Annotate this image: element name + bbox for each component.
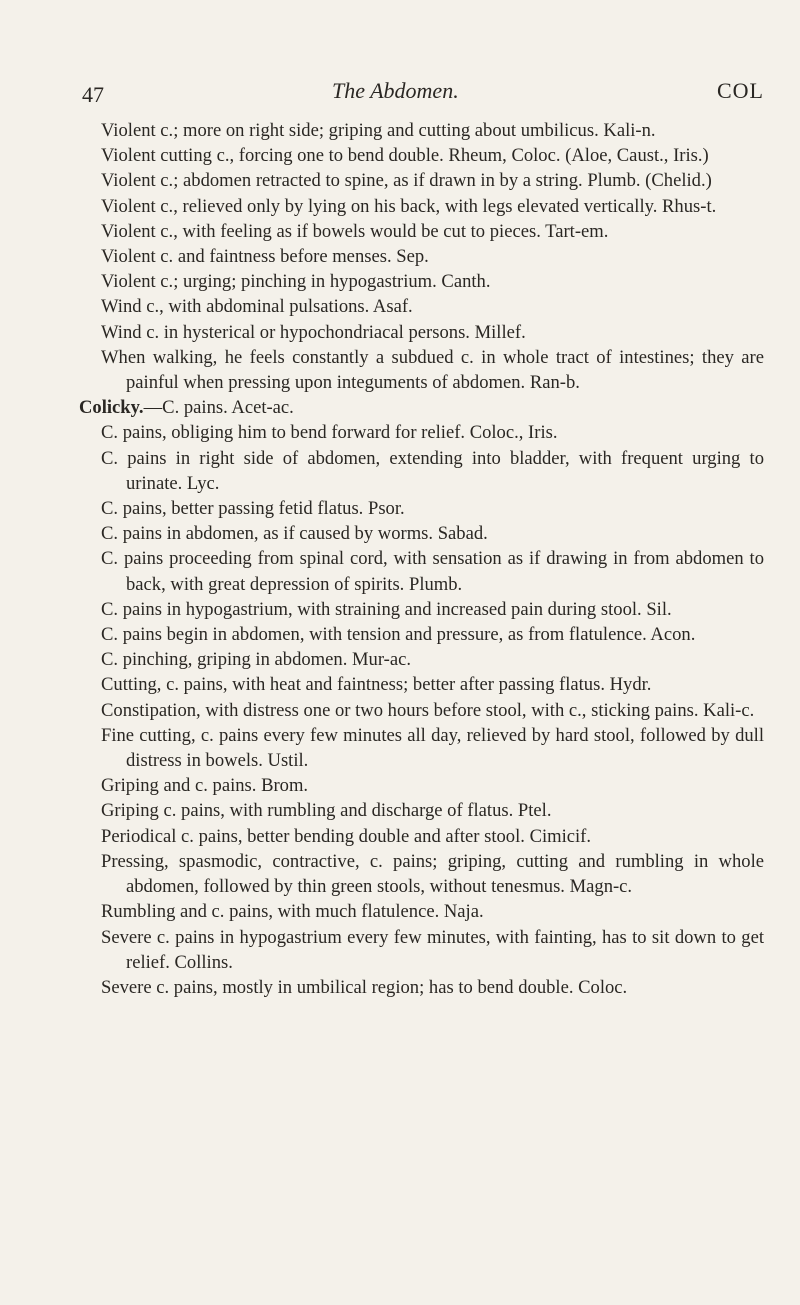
rubric-entry <box>101 168 764 193</box>
entry-text: C. pains in right side of abdomen, extending into bladder, with frequent urging to urinate. Lyc. <box>101 447 764 494</box>
entry-text: Violent c.; abdomen retracted to spine, as if drawn in by a string. Plumb. (Chelid.) <box>101 170 712 192</box>
rubric-entry <box>101 244 764 269</box>
running-title: The Abdomen. <box>332 78 459 103</box>
entry-text: Severe c. pains in hypogastrium every few minutes, with fainting, has to sit down to get relief. Collins. <box>101 926 764 973</box>
rubric-entry <box>101 698 764 723</box>
rubric-entry <box>101 824 764 849</box>
rubric-entry <box>101 320 764 345</box>
rubric-entry <box>101 849 764 899</box>
rubric-entry <box>101 647 764 672</box>
rubric-entry <box>101 219 764 244</box>
rubric-entry <box>101 773 764 798</box>
entry-text: —C. pains. Acet-ac. <box>143 397 294 419</box>
rubric-entry <box>101 899 764 924</box>
rubric-entry <box>101 597 764 622</box>
rubric-entry <box>101 975 764 1000</box>
rubric-entry <box>101 723 764 773</box>
entry-text: C. pains, obliging him to bend forward for relief. Coloc., Iris. <box>101 422 558 444</box>
rubric-entry <box>101 521 764 546</box>
section-abbreviation: COL <box>717 78 764 103</box>
rubric-entry <box>101 798 764 823</box>
rubric-entry <box>101 496 764 521</box>
entry-text: Severe c. pains, mostly in umbilical region; has to bend double. Coloc. <box>101 976 628 998</box>
entry-text: Pressing, spasmodic, contractive, c. pains; griping, cutting and rumbling in whole abdomen, followed by thin green stools, without tenesmus. Magn-c. <box>101 850 764 898</box>
rubric-entry <box>101 143 764 168</box>
rubric-heading: Colicky. <box>79 397 144 419</box>
entry-text: Cutting, c. pains, with heat and faintness; better after passing flatus. Hydr. <box>101 674 652 696</box>
entry-text: Violent c., with feeling as if bowels would be cut to pieces. Tart-em. <box>101 220 609 242</box>
entry-text: Constipation, with distress one or two hours before stool, with c., sticking pains. Kali-c. <box>101 699 755 721</box>
entry-list <box>0 118 800 1000</box>
rubric-entry <box>101 194 764 219</box>
rubric-entry <box>101 546 764 596</box>
entry-text: C. pains begin in abdomen, with tension and pressure, as from flatulence. Acon. <box>101 624 696 646</box>
entry-text: C. pains proceeding from spinal cord, with sensation as if drawing in from abdomen to back, with great depression of spirits. Plumb. <box>101 548 764 595</box>
rubric-entry <box>101 294 764 319</box>
rubric-heading-entry <box>79 395 764 420</box>
entry-text: Violent c., relieved only by lying on his back, with legs elevated vertically. Rhus-t. <box>101 195 717 217</box>
page-number: 47 <box>82 82 104 107</box>
entry-text: Periodical c. pains, better bending double and after stool. Cimicif. <box>101 825 592 847</box>
rubric-entry <box>101 446 764 496</box>
entry-text: C. pinching, griping in abdomen. Mur-ac. <box>101 649 411 671</box>
entry-text: Griping and c. pains. Brom. <box>101 775 309 797</box>
rubric-entry <box>101 345 764 395</box>
rubric-entry <box>101 269 764 294</box>
entry-text: When walking, he feels constantly a subdued c. in whole tract of intestines; they are painful when pressing upon integuments of abdomen. Ran-b. <box>101 346 764 394</box>
rubric-entry <box>101 420 764 445</box>
entry-text: Violent cutting c., forcing one to bend double. Rheum, Coloc. (Aloe, Caust., Iris.) <box>101 145 709 167</box>
rubric-entry <box>101 925 764 975</box>
entry-text: Violent c.; urging; pinching in hypogastrium. Canth. <box>101 271 491 293</box>
entry-text: C. pains, better passing fetid flatus. Psor. <box>101 498 405 520</box>
entry-text: Violent c. and faintness before menses. Sep. <box>101 246 429 268</box>
rubric-entry <box>101 622 764 647</box>
rubric-entry <box>101 672 764 697</box>
entry-text: Rumbling and c. pains, with much flatulence. Naja. <box>101 901 484 923</box>
page-header <box>82 78 764 110</box>
entry-text: Wind c. in hysterical or hypochondriacal persons. Millef. <box>101 321 526 343</box>
entry-text: C. pains in hypogastrium, with straining and increased pain during stool. Sil. <box>101 598 672 620</box>
entry-text: Violent c.; more on right side; griping and cutting about umbilicus. Kali-n. <box>101 120 656 141</box>
entry-text: Griping c. pains, with rumbling and discharge of flatus. Ptel. <box>101 800 552 822</box>
entry-text: Fine cutting, c. pains every few minutes all day, relieved by hard stool, followed by dull distress in bowels. Ustil. <box>101 724 764 772</box>
entry-text: Wind c., with abdominal pulsations. Asaf. <box>101 296 413 318</box>
entry-text: C. pains in abdomen, as if caused by worms. Sabad. <box>101 523 488 545</box>
rubric-entry <box>101 118 764 143</box>
